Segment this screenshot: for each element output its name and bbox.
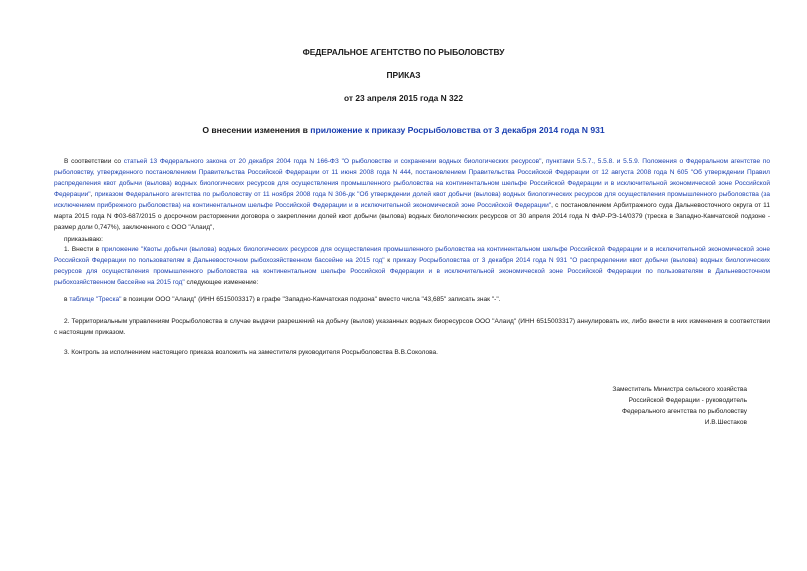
- agency-heading: ФЕДЕРАЛЬНОЕ АГЕНТСТВО ПО РЫБОЛОВСТВУ: [302, 47, 505, 57]
- signature-line-1: Заместитель Министра сельского хозяйства: [612, 386, 747, 393]
- link-resolution-605[interactable]: постановлением Правительства Российской Федерации от 12 августа 2008 года N 605 "Об утверждении Правил распределения квот добычи (вылова) водных биологических ресурсов для осуществления промышленного рыболовства на континентальном шельфе Российской Федерации и в исключительной экономической зоне Российской Федерации": [54, 169, 770, 198]
- p3-text-c: следующее изменение:: [184, 279, 259, 286]
- signature-line-3: Федерального агентства по рыболовству: [621, 408, 747, 415]
- link-table-treska[interactable]: таблице "Треска": [69, 296, 122, 303]
- link-regulation-444[interactable]: пунктами 5.5.7., 5.5.8. и 5.5.9. Положения о Федеральном агентстве по рыболовству, утвержденного постановлением Правительства Российской Федерации от 11 июня 2008 года N 444: [54, 158, 770, 176]
- p1-text-c: ,: [410, 169, 416, 176]
- paragraph-item-1: [54, 244, 770, 288]
- title-link[interactable]: приложение к приказу Росрыболовства от 3 декабря 2014 года N 931: [310, 125, 605, 135]
- paragraph-preamble: [54, 156, 770, 233]
- document-title: [0, 125, 807, 135]
- link-order-931[interactable]: приказу Росрыболовства от 3 декабря 2014 года N 931 "О распределении квот добычи (вылова) водных биологических ресурсов для осуществления промышленного рыболовства на континентальном шельфе Российской Федерации и в исключительной экономической зоне Российской Федерации по пользователям в Дальневосточном рыбохозяйственном бассейне на 2015 год": [54, 257, 771, 286]
- signature-block: [612, 384, 747, 428]
- title-prefix: О внесении изменения в: [202, 125, 311, 135]
- link-fz-166-art13[interactable]: статьей 13 Федерального закона от 20 декабря 2004 года N 166-ФЗ "О рыболовстве и сохранении водных биологических ресурсов": [123, 158, 542, 165]
- signature-line-2: Российской Федерации - руководитель: [628, 397, 747, 404]
- date-number-heading: от 23 апреля 2015 года N 322: [344, 93, 463, 103]
- doc-type-heading: ПРИКАЗ: [386, 70, 421, 80]
- paragraph-item-3: 3. Контроль за исполнением настоящего приказа возложить на заместителя руководителя Росрыболовства В.В.Соколова.: [64, 349, 438, 356]
- p1-text-e: , с постановлением Арбитражного суда Дальневосточного округа от 11 марта 2015 года N Ф03-687/2015 о досрочном расторжении договора о закреплении долей квот добычи (вылова) водных биологических ресурсов от 30 апреля 2014 года N ФАР-РЭ-14/0379 (треска в Западно-Камчатской подзоне - размер доли 0,747%), заключенного с ООО "Алаид",: [54, 202, 770, 231]
- p4-text-b: в позиции ООО "Алаид" (ИНН 6515003317) в графе "Западно-Камчатская подзона" вместо числа "43,685" записать знак "-".: [121, 296, 501, 303]
- paragraph-order-word: приказываю:: [64, 236, 103, 243]
- p3-text-a: 1. Внести в: [64, 246, 102, 253]
- link-order-306dk[interactable]: приказом Федерального агентства по рыболовству от 11 ноября 2008 года N 306-дк "Об утверждении долей квот добычи (вылова) водных биологических ресурсов для осуществления промышленного рыболовства (за исключением прибрежного рыболовства) на континентальном шельфе Российской Федерации и в исключительной экономической зоне Российской Федерации": [54, 191, 770, 209]
- p3-text-b: к: [384, 257, 393, 264]
- paragraph-change: [54, 294, 770, 305]
- p1-text-a: В соответствии со: [64, 158, 124, 165]
- p4-text-a: в: [64, 296, 70, 303]
- link-appendix-quotas[interactable]: приложение "Квоты добычи (вылова) водных биологических ресурсов для осуществления промышленного рыболовства на континентальном шельфе Российской Федерации и в исключительной экономической зоне Российской Федерации по пользователям в Дальневосточном рыбохозяйственном бассейне на 2015 год": [54, 246, 770, 264]
- signature-name: И.В.Шестаков: [704, 419, 747, 426]
- p1-text-b: ,: [541, 158, 547, 165]
- p1-text-d: ,: [90, 191, 95, 198]
- paragraph-item-2: 2. Территориальным управлениям Росрыболовства в случае выдачи разрешений на добычу (вылов) указанных водных биоресурсов ООО "Алаид" (ИНН 6515003317) аннулировать их, либо внести в них изменения в соответствии с настоящим приказом.: [54, 318, 770, 336]
